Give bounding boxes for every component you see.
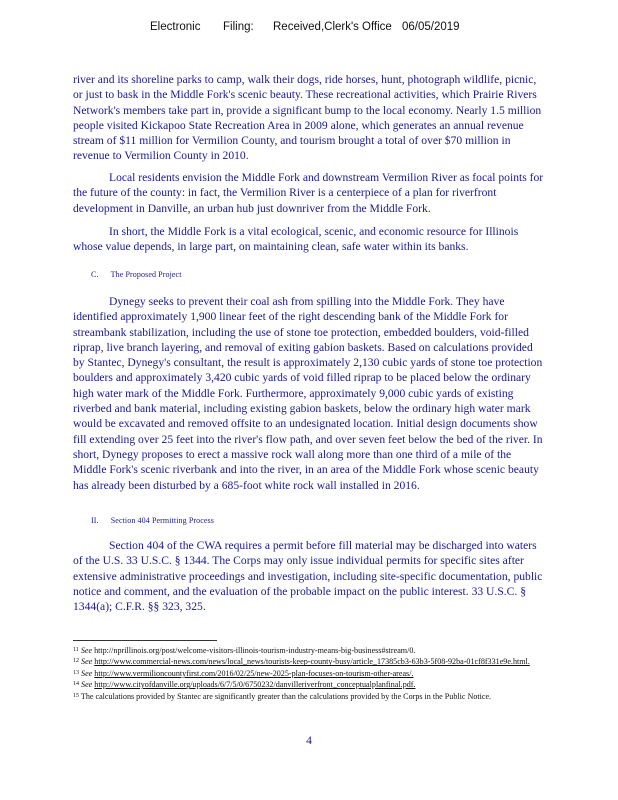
header-electronic: Electronic [150,21,201,33]
footnote [73,691,545,702]
paragraph-text: Local residents envision the Middle Fork and downstream Vermilion River as focal points for the future of the county: in fact, the Vermilion River is a centerpiece of a plan for riverfront development in Danville, an urban hub just downriver from the Middle Fork. [73,171,544,215]
paragraph-section404 [73,538,545,614]
footnote [73,656,545,667]
footnote-see: See [81,657,93,667]
paragraph-text: In short, the Middle Fork is a vital ecological, scenic, and economic resource for Illinois whose value depends, in large part, on maintaining clean, safe water within its banks. [73,225,519,254]
heading-title: Section 404 Permitting Process [110,516,214,525]
footnote-number: 15 [73,692,79,699]
paragraph-project [73,294,545,493]
footnote [73,645,545,656]
paragraph-text: Section 404 of the CWA requires a permit before fill material may be discharged into waters of the U.S. 33 U.S.C. § 1344. The Corps may only issue individual permits for specific sites after extensive administrative proceedings and investigation, including site-specific documentation, public notice and comment, and the evaluation of the probable impact on the public interest. 33 U.S.C. § 1344(a); C.F.R. §§ 323, 325. [73,539,543,614]
heading-title: The Proposed Project [110,270,182,279]
footnote-divider [73,640,217,641]
footnote-see: See [80,646,93,655]
footnote [73,679,545,690]
header-filing: Filing: [223,21,254,33]
footnotes [73,645,545,702]
paragraph-tourism [73,72,545,164]
footnote [73,668,545,679]
footnote-number: 11 [73,647,79,653]
footnote-link[interactable]: http://www.cityofdanville.org/uploads/6/7/5/0/6750232/danvilleriverfront_conceptualplanfinal.pdf. [94,680,416,690]
footnote-number: 13 [73,669,79,676]
paragraph-summary [73,224,545,255]
footnote-number: 12 [73,658,79,665]
paragraph-text: river and its shoreline parks to camp, walk their dogs, ride horses, hunt, photograph wildlife, picnic, or just to bask in the Middle Fork's scenic beauty. These recreational activities, which Prairie Rivers Network's members take part in, provide a significant bump to the local economy. Nearly 1.5 million people visited Kickapoo State Recreation Area in 2009 alone, which generates an annual revenue stream of $11 million for Vermilion County, and tourism brought a total of over $70 million in revenue to Vermilion County in 2010. [73,73,542,163]
footnote-text: The calculations provided by Stantec are significantly greater than the calculations provided by the Corps in the Public Notice. [80,691,492,701]
footnote-see: See [81,680,93,690]
section-heading-ii [91,516,214,525]
header-date: 06/05/2019 [402,21,460,33]
footnote-number: 14 [73,681,79,688]
paragraph-residents [73,170,545,216]
section-heading-c [91,270,182,279]
heading-number: II. [91,516,99,525]
paragraph-text: Dynegy seeks to prevent their coal ash from spilling into the Middle Fork. They have identified approximately 1,900 linear feet of the right descending bank of the Middle Fork for streambank stabilization, including the use of stone toe protection, embedded boulders, void-filled riprap, live branch layering, and removal of exiting gabion baskets. Based on calculations provided by Stantec, Dynegy's consultant, the result is approximately 2,130 cubic yards of stone toe protection boulders and approximately 3,420 cubic yards of void filled riprap to be placed below the ordinary high water mark of the Middle Fork. Furthermore, approximately 9,000 cubic yards of existing riverbed and bank material, including existing gabion baskets, below the ordinary high water mark would be excavated and removed offsite to an undesignated location. Initial design documents show fill extending over 25 feet into the river's flow path, and over seven feet below the bed of the river. In short, Dynegy proposes to erect a massive rock wall along more than one third of a mile of the Middle Fork's scenic riverbank and into the river, in an area of the Middle Fork whose scenic beauty has already been disturbed by a 685-foot white rock wall installed in 2016. [73,295,543,492]
footnote-link[interactable]: http://www.vermilioncountyfirst.com/2016/02/25/new-2025-plan-focuses-on-tourism-other-areas/. [94,668,414,678]
header-office: Office [362,21,392,33]
footnote-text: http://nprillinois.org/post/welcome-visitors-illinois-tourism-industry-means-big-business#stream/0. [94,646,416,655]
heading-letter: C. [91,270,99,279]
page-number: 4 [306,734,312,747]
header-received: Received,Clerk's [273,21,359,33]
footnote-see: See [81,668,93,678]
footnote-link[interactable]: http://www.commercial-news.com/news/local_news/tourists-keep-county-busy/article_17385cb3-63b3-5f08-92ba-01cf8f331e9e.html. [94,657,530,667]
